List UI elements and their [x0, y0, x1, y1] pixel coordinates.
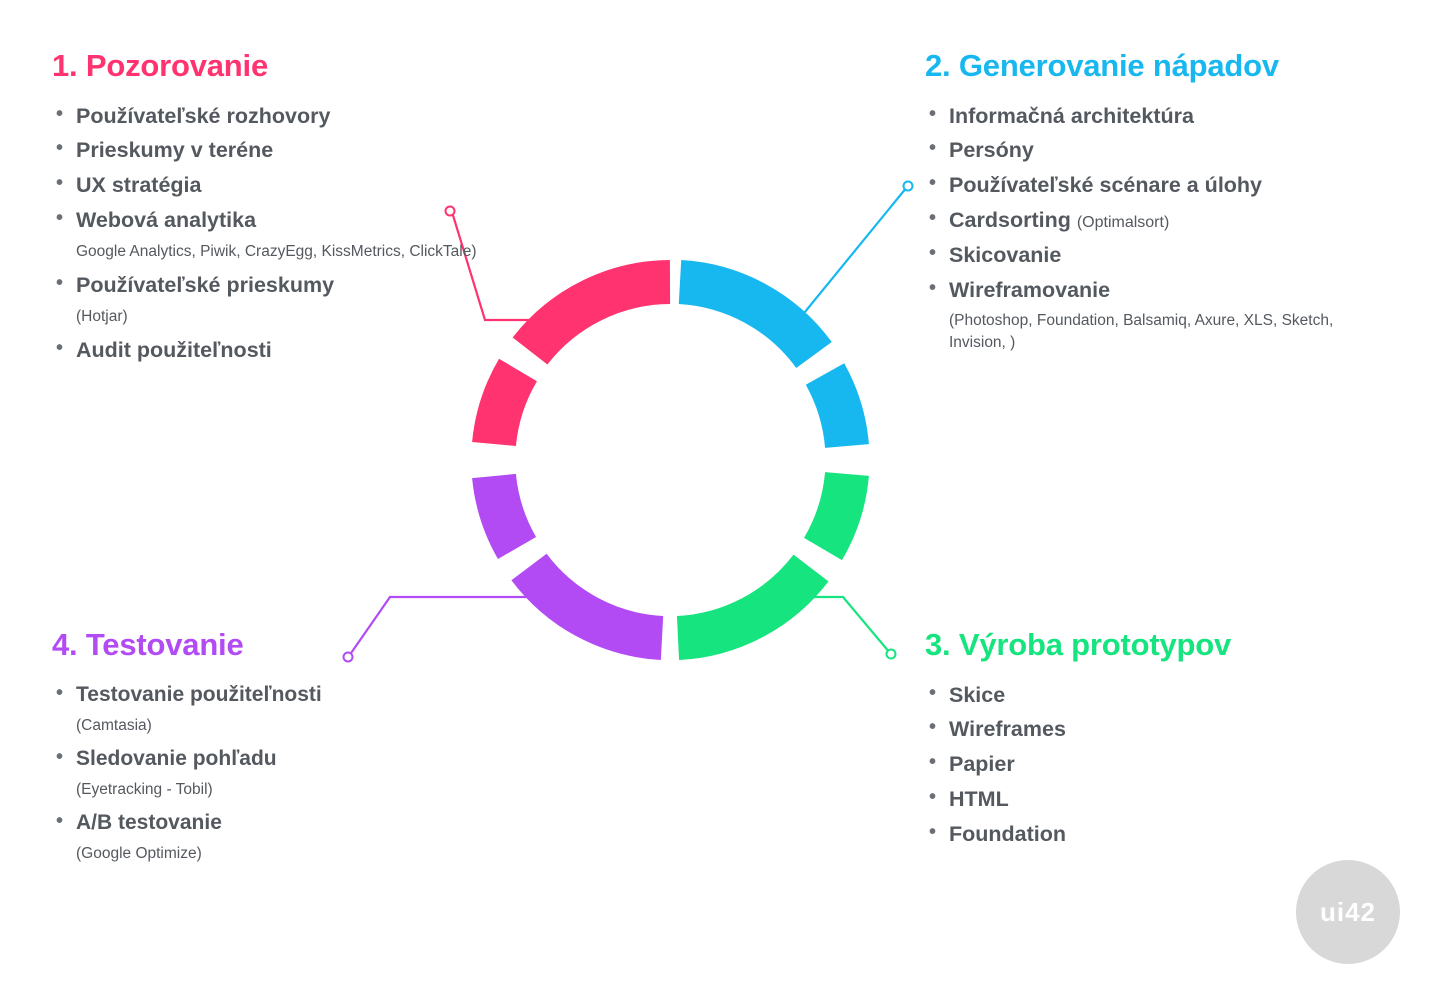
- list-item: • Skice: [925, 681, 1395, 710]
- donut-segment-pozorovanie-a: [530, 282, 670, 351]
- connector-endpoint-generovanie: [904, 182, 913, 191]
- list-item-label: Cardsorting: [949, 208, 1071, 233]
- donut-segment-vyroba-b: [678, 568, 811, 638]
- list-item: • Webová analytika: [52, 206, 522, 235]
- quadrant-generovanie-napadov: [925, 46, 1405, 362]
- quadrant-list-vyroba: [925, 681, 1395, 849]
- list-item: • Testovanie použiteľnosti: [52, 681, 522, 709]
- list-item-note: (Hotjar): [76, 307, 128, 325]
- quadrant-title-pozorovanie: 1. Pozorovanie: [52, 48, 268, 83]
- list-item: [925, 206, 1405, 235]
- list-item: • Používateľské rozhovory: [52, 102, 522, 131]
- watermark-text: ui42: [1319, 896, 1377, 927]
- donut-segment-testovanie-a: [494, 476, 517, 548]
- quadrant-list-pozorovanie-cont: [52, 271, 522, 300]
- list-item-note: (Google Optimize): [76, 845, 202, 863]
- connector-endpoint-vyroba: [887, 650, 896, 659]
- list-item-note: Google Analytics, Piwik, CrazyEgg, KissMetrics, ClickTale): [76, 242, 477, 260]
- quadrant-list-pozorovanie-cont2: [52, 336, 522, 365]
- list-item-note: (Photoshop, Foundation, Balsamiq, Axure, XLS, Sketch, Invision, ): [949, 312, 1334, 352]
- quadrant-vyroba-prototypov: [925, 625, 1395, 855]
- list-item: • Foundation: [925, 820, 1395, 849]
- list-item: • Prieskumy v teréne: [52, 136, 522, 165]
- donut-segment-vyroba-a: [823, 474, 847, 549]
- list-item-note: (Eyetracking - Tobil): [76, 780, 213, 798]
- list-item: • Persóny: [925, 136, 1405, 165]
- donut-segment-testovanie-b: [529, 567, 662, 638]
- list-item: • Papier: [925, 750, 1395, 779]
- list-item: • A/B testovanie: [52, 809, 522, 837]
- donut-segment-generovanie-a: [680, 282, 814, 355]
- list-item: • Sledovanie pohľadu: [52, 745, 522, 773]
- list-item: • Wireframes: [925, 715, 1395, 744]
- quadrant-title-vyroba: 3. Výroba prototypov: [925, 627, 1232, 662]
- quadrant-list-pozorovanie: [52, 102, 522, 235]
- quadrant-list-testovanie: [52, 681, 522, 709]
- list-item: • Informačná architektúra: [925, 102, 1405, 131]
- list-item: • Používateľské prieskumy: [52, 271, 522, 300]
- list-item: • Wireframovanie: [925, 276, 1405, 305]
- quadrant-testovanie: [52, 625, 522, 873]
- watermark-logo: [1296, 860, 1400, 964]
- donut-segment-generovanie-b: [825, 374, 847, 446]
- cycle-donut: [470, 260, 870, 660]
- list-item-note: (Optimalsort): [1076, 214, 1170, 232]
- list-item: • Skicovanie: [925, 241, 1405, 270]
- quadrant-pozorovanie: [52, 46, 522, 370]
- quadrant-list-testovanie-cont: [52, 745, 522, 773]
- list-item-note: (Camtasia): [76, 716, 152, 734]
- quadrant-list-generovanie: [925, 102, 1405, 305]
- list-item: • Audit použiteľnosti: [52, 336, 522, 365]
- donut-segment-pozorovanie-b: [494, 370, 518, 444]
- quadrant-title-generovanie: 2. Generovanie nápadov: [925, 48, 1279, 83]
- quadrant-title-testovanie: 4. Testovanie: [52, 627, 244, 662]
- list-item: • HTML: [925, 785, 1395, 814]
- quadrant-list-testovanie-cont2: [52, 809, 522, 837]
- list-item: • Používateľské scénare a úlohy: [925, 171, 1405, 200]
- list-item: • UX stratégia: [52, 171, 522, 200]
